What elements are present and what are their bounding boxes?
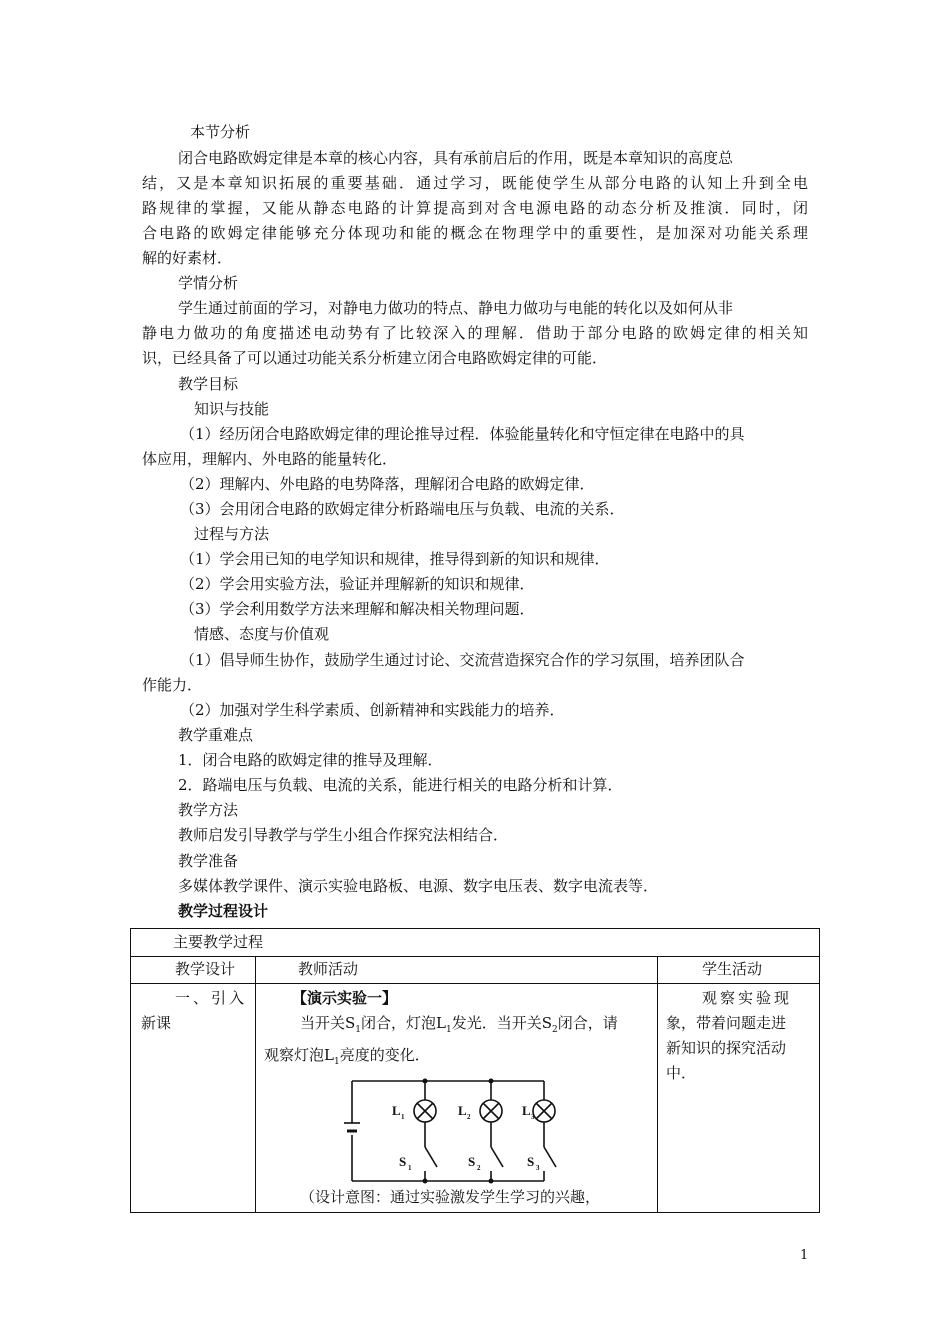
student-line-3: 识，已经具备了可以通过功能关系分析建立闭合电路欧姆定律的可能． xyxy=(142,349,608,367)
process-table xyxy=(130,928,820,1213)
emotion-item-1-cont: 作能力． xyxy=(142,676,203,694)
student-line-3: 新知识的探究活动 xyxy=(666,1039,787,1057)
teacher-line-2-a: 观察灯泡L xyxy=(264,1046,334,1064)
process-item-1: （1）学会用已知的电学知识和规律，推导得到新的知识和规律． xyxy=(180,550,610,568)
knowledge-item-1-cont: 体应用，理解内、外电路的能量转化． xyxy=(142,450,398,468)
goals-heading: 教学目标 xyxy=(178,375,239,393)
teacher-line-1 xyxy=(300,1011,701,1043)
teacher-line-2-sub: 1 xyxy=(333,1057,340,1067)
analysis-line-1: 闭合电路欧姆定律是本章的核心内容，具有承前启后的作用，既是本章知识的高度总 xyxy=(178,149,734,167)
page-number: 1 xyxy=(800,1248,809,1263)
junction-1-bottom xyxy=(423,1179,428,1184)
lamp-3-label-sub: 3 xyxy=(531,1113,535,1121)
lamp-1-label: L xyxy=(392,1103,401,1118)
student-line-4: 中． xyxy=(666,1064,697,1082)
teacher-line-1-b: 闭合，灯泡L xyxy=(361,1014,446,1032)
header-teacher: 教师活动 xyxy=(298,960,359,978)
switch-2-label: S xyxy=(468,1154,476,1169)
student-line-2: 象，带着问题走进 xyxy=(666,1014,787,1032)
student-line-1: 学生通过前面的学习，对静电力做功的特点、静电力做功与电能的转化以及如何从非 xyxy=(178,299,734,317)
lamp-2-label: L xyxy=(458,1103,467,1118)
junction-1-top xyxy=(423,1079,428,1084)
prep-text: 多媒体教学课件、演示实验电路板、电源、数字电压表、数字电流表等． xyxy=(178,877,659,895)
key-item-2: 2．路端电压与负载、电流的关系，能进行相关的电路分析和计算． xyxy=(178,776,623,794)
prep-heading: 教学准备 xyxy=(178,852,239,870)
lamp-2-label-sub: 2 xyxy=(467,1113,471,1121)
header-teacher-cell xyxy=(256,957,658,984)
knowledge-heading: 知识与技能 xyxy=(194,400,270,418)
emotion-item-2: （2）加强对学生科学素质、创新精神和实践能力的培养． xyxy=(180,701,565,719)
key-heading: 教学重难点 xyxy=(178,726,254,744)
process-item-2: （2）学会用实验方法，验证并理解新的知识和规律． xyxy=(180,575,535,593)
student-line-2: 静电力做功的角度描述电动势有了比较深入的理解．借助于部分电路的欧姆定律的相关知 xyxy=(142,324,808,342)
teacher-line-1-a: 当开关S xyxy=(300,1014,356,1032)
lamp-3-label: L xyxy=(522,1103,531,1118)
switch-3-label-sub: 3 xyxy=(536,1164,540,1172)
teacher-line-2 xyxy=(264,1043,665,1075)
key-item-1: 1．闭合电路的欧姆定律的推导及理解． xyxy=(178,751,443,769)
analysis-line-3: 路规律的掌握，又能从静态电路的计算提高到对含电源电路的动态分析及推演．同时，闭 xyxy=(142,199,808,217)
method-heading: 教学方法 xyxy=(178,801,239,819)
emotion-heading: 情感、态度与价值观 xyxy=(194,625,330,643)
design-heading: 教学过程设计 xyxy=(178,902,269,920)
row1-design-line-1: 一、引入 xyxy=(175,989,248,1007)
junction-2-bottom xyxy=(489,1179,494,1184)
header-design: 教学设计 xyxy=(175,960,236,978)
switch-1-label-sub: 1 xyxy=(408,1164,412,1172)
parallel-circuit-diagram xyxy=(256,1075,657,1187)
emotion-item-1: （1）倡导师生协作，鼓励学生通过讨论、交流营造探究合作的学习氛围，培养团队合 xyxy=(180,651,745,669)
teacher-line-1-sub-3: 2 xyxy=(552,1025,558,1035)
lamp-1-label-sub: 1 xyxy=(401,1113,405,1121)
knowledge-item-2: （2）理解内、外电路的电势降落，理解闭合电路的欧姆定律． xyxy=(180,475,595,493)
analysis-line-2: 结，又是本章知识拓展的重要基础．通过学习，既能使学生从部分电路的认知上升到全电 xyxy=(142,174,808,192)
switch-3-label: S xyxy=(527,1154,535,1169)
junction-2-top xyxy=(489,1079,494,1084)
table-caption-cell xyxy=(131,929,820,957)
analysis-line-5: 解的好素材． xyxy=(142,249,233,267)
row1-design-cell xyxy=(131,984,256,1213)
teacher-line-2-b: 亮度的变化． xyxy=(339,1046,430,1064)
row1-student-cell xyxy=(658,984,820,1213)
knowledge-item-1: （1）经历闭合电路欧姆定律的理论推导过程．体验能量转化和守恒定律在电路中的具 xyxy=(180,425,745,443)
teacher-line-1-d: 闭合，请 xyxy=(557,1014,618,1032)
student-line-1: 观察实验现 xyxy=(702,989,793,1007)
design-intent-line: （设计意图：通过实验激发学生学习的兴趣， xyxy=(300,1188,601,1206)
process-heading: 过程与方法 xyxy=(194,525,270,543)
process-item-3: （3）学会利用数学方法来理解和解决相关物理问题． xyxy=(180,600,535,618)
header-student: 学生活动 xyxy=(702,960,763,978)
analysis-heading: 本节分析 xyxy=(190,123,251,141)
switch-2-label-sub: 2 xyxy=(477,1164,481,1172)
table-caption: 主要教学过程 xyxy=(173,933,264,951)
teacher-line-1-sub-1: 1 xyxy=(355,1025,362,1035)
teacher-line-1-sub-2: 1 xyxy=(445,1025,452,1035)
switch-1-label: S xyxy=(399,1154,407,1169)
switch-2-blade xyxy=(491,1147,503,1167)
analysis-line-4: 合电路的欧姆定律能够充分体现功和能的概念在物理学中的重要性，是加深对功能关系理 xyxy=(142,224,808,242)
header-design-cell xyxy=(131,957,256,984)
switch-1-blade xyxy=(425,1147,437,1167)
demo-experiment-title: 【演示实验一】 xyxy=(292,989,398,1007)
teacher-line-1-c: 发光．当开关S xyxy=(451,1014,552,1032)
method-text: 教师启发引导教学与学生小组合作探究法相结合． xyxy=(178,826,509,844)
row1-teacher-cell xyxy=(256,984,658,1213)
switch-3-blade xyxy=(544,1147,556,1167)
student-heading: 学情分析 xyxy=(178,274,239,292)
knowledge-item-3: （3）会用闭合电路的欧姆定律分析路端电压与负载、电流的关系． xyxy=(180,500,625,518)
row1-design-line-2: 新课 xyxy=(141,1014,172,1032)
